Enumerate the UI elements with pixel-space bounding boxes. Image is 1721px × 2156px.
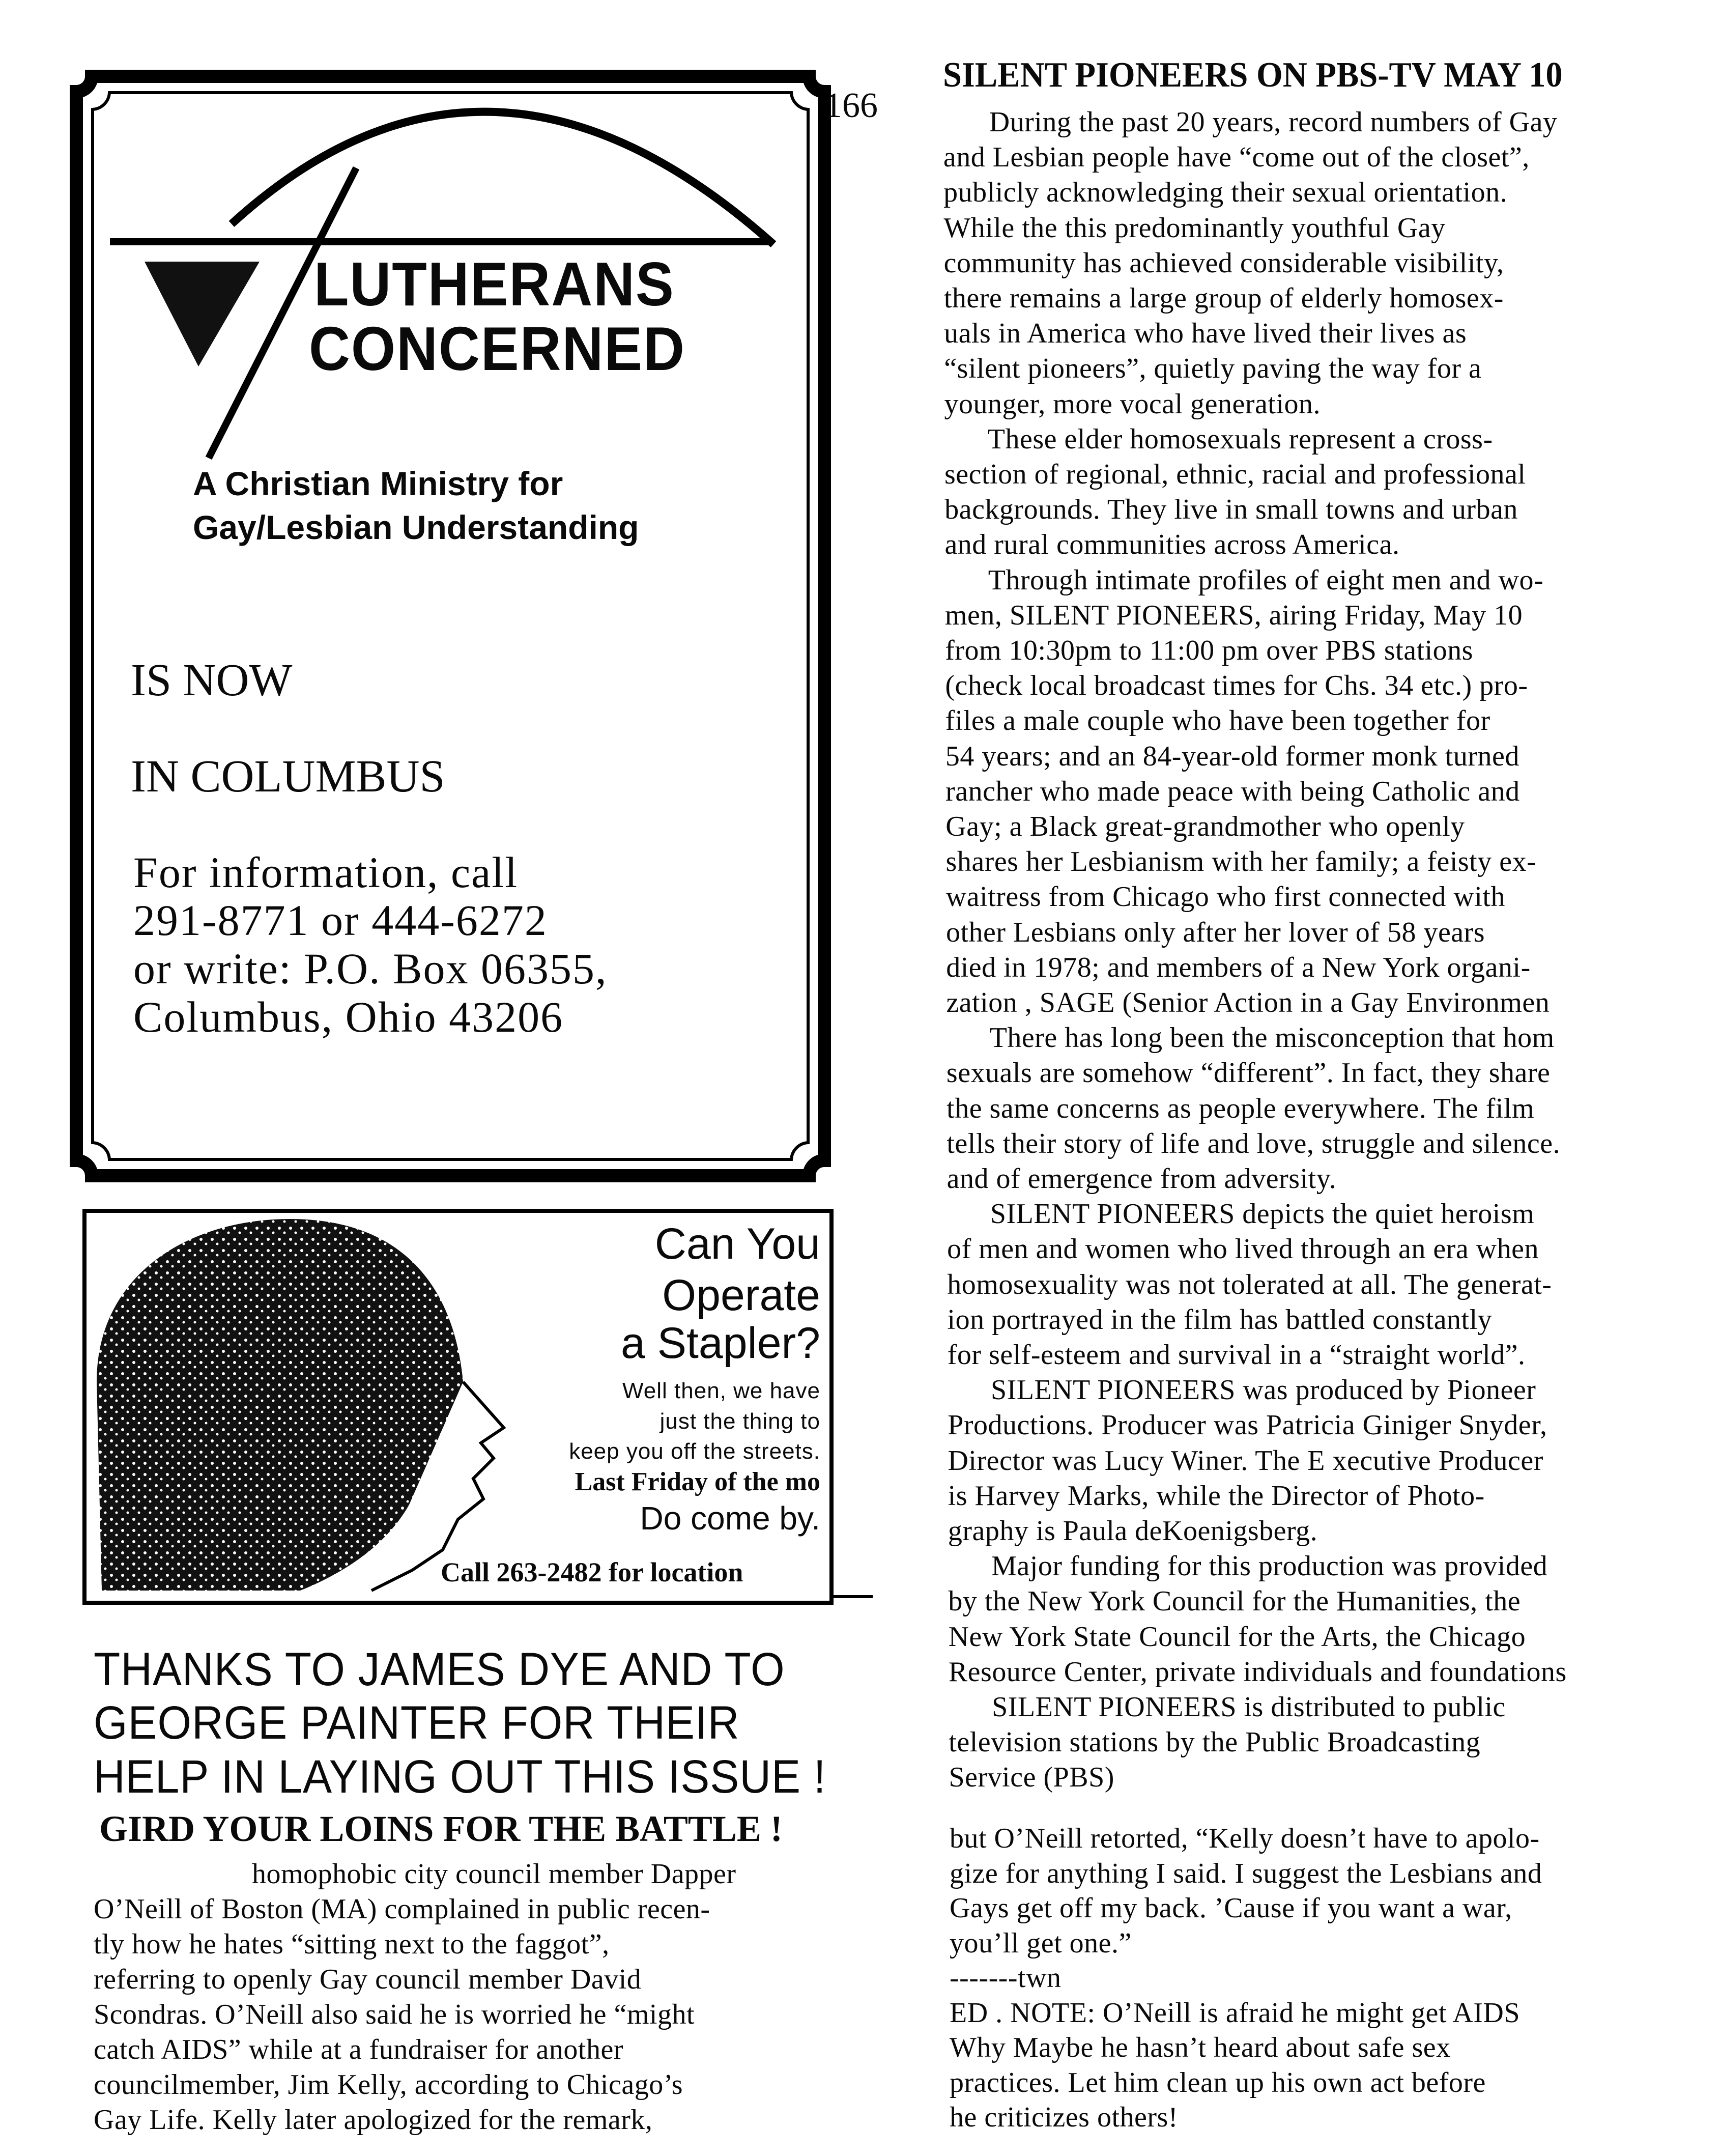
text-line: councilmember, Jim Kelly, according to Chicago’s <box>94 2069 683 2101</box>
text-line: you’ll get one.” <box>950 1927 1132 1959</box>
stapler-headline-3: a Stapler? <box>620 1319 820 1368</box>
text-line: “silent pioneers”, quietly paving the way for a <box>944 353 1482 385</box>
text-line: backgrounds. They live in small towns and urban <box>944 494 1518 526</box>
text-line: (check local broadcast times for Chs. 34 etc.) pro- <box>945 670 1528 702</box>
thanks-headline-2: GEORGE PAINTER FOR THEIR <box>94 1697 740 1749</box>
text-line: shares her Lesbianism with her family; a feisty ex- <box>945 846 1537 878</box>
po-box: or write: P.O. Box 06355, <box>133 944 608 993</box>
text-line: community has achieved considerable visibility, <box>943 247 1504 279</box>
text-line: and rural communities across America. <box>944 529 1400 561</box>
text-line: During the past 20 years, record numbers of Gay <box>989 106 1558 138</box>
text-line: O’Neill of Boston (MA) complained in public recen- <box>94 1893 710 1925</box>
stapler-body-1: Well then, we have <box>622 1378 820 1403</box>
phone-numbers: 291-8771 or 444-6272 <box>133 896 548 945</box>
article-title: SILENT PIONEERS ON PBS-TV MAY 10 <box>943 55 1563 95</box>
thanks-headline-1: THANKS TO JAMES DYE AND TO <box>94 1643 785 1695</box>
text-line: tells their story of life and love, struggle and silence. <box>946 1127 1561 1159</box>
text-line: waitress from Chicago who first connected with <box>945 881 1505 913</box>
text-line: and Lesbian people have “come out of the closet”, <box>943 141 1530 174</box>
ministry-tagline-1: A Christian Ministry for <box>193 465 563 502</box>
text-line: gize for anything I said. I suggest the Lesbians and <box>950 1857 1542 1889</box>
text-line: catch AIDS” while at a fundraiser for another <box>94 2034 623 2065</box>
text-line: 54 years; and an 84-year-old former monk turned <box>945 740 1519 772</box>
text-line: television stations by the Public Broadcasting <box>949 1726 1481 1758</box>
event-schedule: Last Friday of the mo <box>575 1467 820 1496</box>
logo-text-concerned: CONCERNED <box>309 314 685 383</box>
location-text: IN COLUMBUS <box>131 751 445 802</box>
text-line: Productions. Producer was Patricia Giniger Snyder, <box>948 1409 1547 1441</box>
text-line: publicly acknowledging their sexual orientation. <box>943 177 1508 209</box>
text-line: uals in America who have lived their lives as <box>944 318 1467 350</box>
text-line: homosexuality was not tolerated at all. The generat- <box>947 1268 1552 1300</box>
text-line: Through intimate profiles of eight men and wo- <box>988 564 1544 596</box>
thanks-headline-3: HELP IN LAYING OUT THIS ISSUE ! <box>94 1751 826 1803</box>
text-line: homophobic city council member Dapper <box>252 1858 736 1890</box>
text-line: Scondras. O’Neill also said he is worried he “might <box>94 1999 695 2030</box>
text-line: Gay; a Black great-grandmother who openly <box>945 811 1465 842</box>
text-line: zation , SAGE (Senior Action in a Gay Environmen <box>946 987 1550 1018</box>
text-line: New York State Council for the Arts, the Chicago <box>948 1621 1526 1653</box>
text-line: Gay Life. Kelly later apologized for the remark, <box>94 2104 653 2136</box>
text-line: ED . NOTE: O’Neill is afraid he might get AIDS <box>950 1997 1521 2029</box>
text-line: tly how he hates “sitting next to the faggot”, <box>94 1928 610 1960</box>
text-line: -------twn <box>950 1962 1062 1994</box>
text-line: is Harvey Marks, while the Director of Photo- <box>948 1480 1485 1512</box>
lutherans-logo-mark <box>0 0 840 484</box>
text-line: by the New York Council for the Humanities, the <box>948 1585 1521 1618</box>
text-line: SILENT PIONEERS depicts the quiet heroism <box>990 1198 1535 1230</box>
text-line: practices. Let him clean up his own act before <box>950 2066 1486 2098</box>
text-line: died in 1978; and members of a New York organi- <box>946 951 1531 983</box>
rule-line <box>829 1595 873 1598</box>
gird-headline: GIRD YOUR LOINS FOR THE BATTLE ! <box>99 1808 783 1849</box>
text-line: Why Maybe he hasn’t heard about safe sex <box>950 2032 1451 2063</box>
text-line: rancher who made peace with being Catholic and <box>945 775 1520 807</box>
text-line: men, SILENT PIONEERS, airing Friday, May 10 <box>944 599 1523 631</box>
text-line: the same concerns as people everywhere. The film <box>946 1092 1535 1124</box>
text-line: SILENT PIONEERS was produced by Pioneer <box>990 1374 1536 1406</box>
city-zip: Columbus, Ohio 43206 <box>133 992 564 1041</box>
is-now-text: IS NOW <box>131 655 293 705</box>
stapler-headline-1: Can You <box>654 1219 820 1268</box>
text-line: graphy is Paula deKoenigsberg. <box>948 1515 1318 1547</box>
stapler-body-2: just the thing to <box>659 1409 820 1434</box>
text-line: referring to openly Gay council member David <box>94 1964 642 1995</box>
text-line: and of emergence from adversity. <box>946 1163 1337 1195</box>
stapler-body-3: keep you off the streets. <box>569 1439 820 1464</box>
text-line: Service (PBS) <box>949 1762 1114 1794</box>
text-line: section of regional, ethnic, racial and professional <box>944 459 1526 490</box>
text-line: These elder homosexuals represent a cross- <box>987 423 1493 455</box>
text-line: for self-esteem and survival in a “straight world”. <box>947 1339 1526 1371</box>
text-line: sexuals are somehow “different”. In fact, they share <box>946 1057 1551 1089</box>
info-line: For information, call <box>133 848 519 897</box>
stapler-headline-2: Operate <box>662 1271 820 1320</box>
ministry-tagline-2: Gay/Lesbian Understanding <box>193 508 639 546</box>
text-line: younger, more vocal generation. <box>944 388 1321 420</box>
text-line: there remains a large group of elderly homosex- <box>943 282 1504 314</box>
text-line: Director was Lucy Winer. The E xecutive Producer <box>948 1444 1543 1477</box>
text-line: of men and women who lived through an era when <box>947 1233 1539 1265</box>
text-line: ion portrayed in the film has battled constantly <box>947 1303 1493 1336</box>
head-illustration <box>87 1214 534 1596</box>
text-line: other Lesbians only after her lover of 58 years <box>945 916 1485 948</box>
text-line: Major funding for this production was provided <box>991 1550 1548 1582</box>
text-line: Gays get off my back. ’Cause if you want a war, <box>950 1892 1512 1924</box>
text-line: Resource Center, private individuals and foundations <box>948 1656 1567 1688</box>
page-number: 166 <box>824 86 878 125</box>
text-line: he criticizes others! <box>950 2102 1178 2133</box>
text-line: but O’Neill retorted, “Kelly doesn’t have to apolo- <box>950 1823 1540 1854</box>
call-for-location: Call 263-2482 for location <box>441 1557 743 1587</box>
text-line: from 10:30pm to 11:00 pm over PBS stations <box>945 635 1473 666</box>
text-line: files a male couple who have been together for <box>945 705 1490 737</box>
text-line: There has long been the misconception that hom <box>989 1022 1555 1054</box>
logo-text-lutherans: LUTHERANS <box>314 249 675 319</box>
text-line: While the this predominantly youthful Gay <box>943 212 1446 244</box>
text-line: SILENT PIONEERS is distributed to public <box>992 1691 1506 1723</box>
triangle-icon <box>145 262 260 366</box>
invite-text: Do come by. <box>640 1500 820 1537</box>
